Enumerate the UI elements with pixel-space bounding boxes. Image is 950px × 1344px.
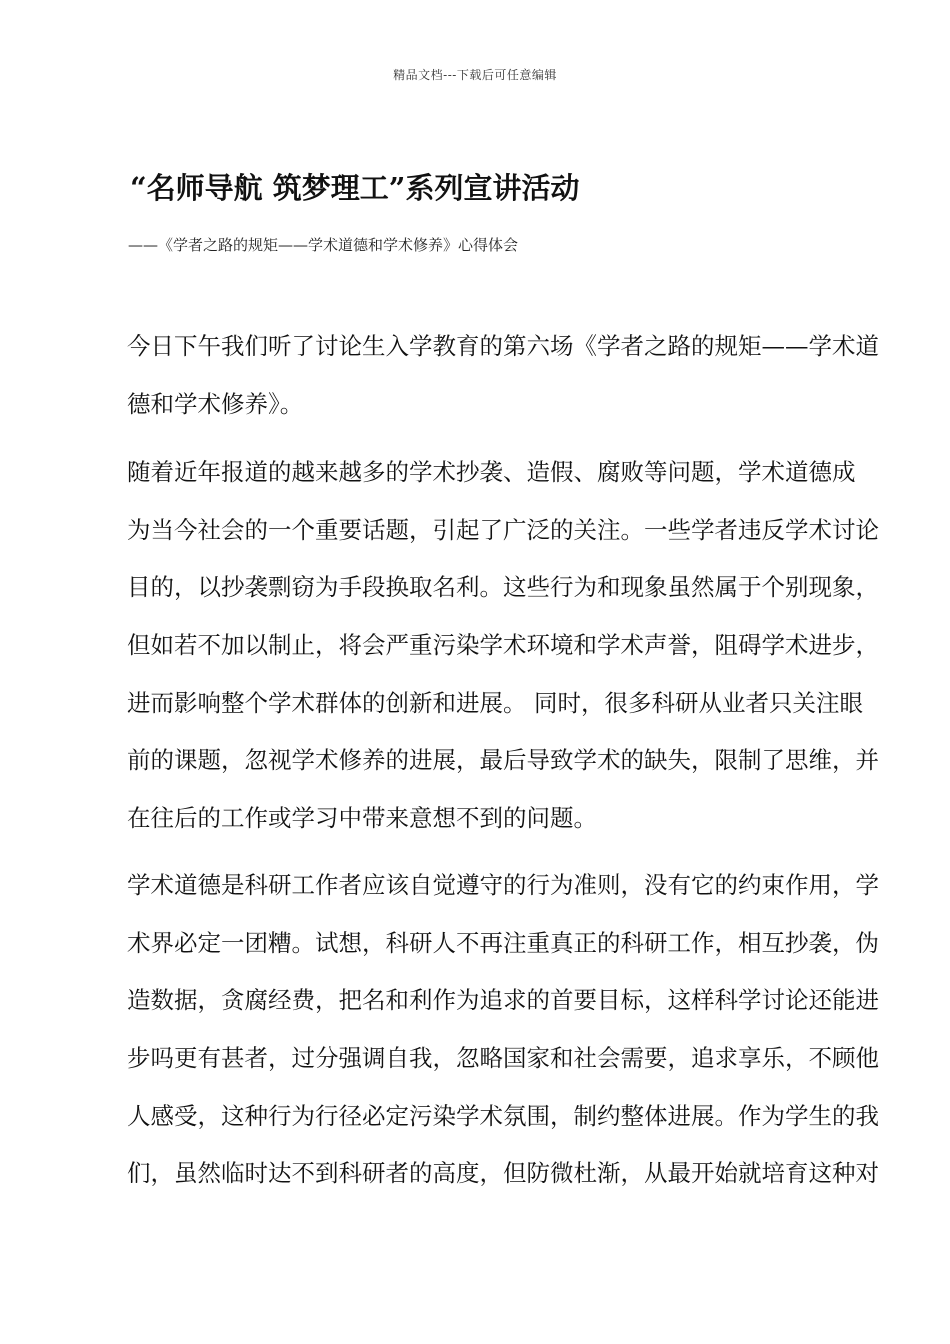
text-line: 为当今社会的一个重要话题，引起了广泛的关注。一些学者违反学术讨论 <box>127 515 879 544</box>
text-line: 但如若不加以制止，将会严重污染学术环境和学术声誉，阻碍学术进步， <box>127 631 879 660</box>
text-line: 进而影响整个学术群体的创新和进展。 同时，很多科研从业者只关注眼 <box>127 688 863 717</box>
document-subtitle: ——《学者之路的规矩——学术道德和学术修养》心得体会 <box>128 236 519 254</box>
document-title: “名师导航 筑梦理工”系列宣讲活动 <box>130 171 580 205</box>
paragraph-2 <box>127 444 879 848</box>
text-line: 目的，以抄袭剽窃为手段换取名利。这些行为和现象虽然属于个别现象， <box>127 573 879 602</box>
page-header-note: 精品文档---下载后可任意编辑 <box>393 68 557 82</box>
text-line: 在往后的工作或学习中带来意想不到的问题。 <box>127 804 597 833</box>
text-line: 步吗更有甚者，过分强调自我，忽略国家和社会需要，追求享乐，不顾他 <box>127 1044 879 1073</box>
text-line: 学术道德是科研工作者应该自觉遵守的行为准则，没有它的约束作用，学 <box>127 871 879 899</box>
text-line: 前的课题，忽视学术修养的进展，最后导致学术的缺失，限制了思维，并 <box>127 746 879 775</box>
text-line: 人感受，这种行为行径必定污染学术氛围，制约整体进展。作为学生的我 <box>127 1101 879 1130</box>
text-line: 们，虽然临时达不到科研者的高度，但防微杜渐，从最开始就培育这种对 <box>127 1159 879 1188</box>
text-line: 德和学术修养》。 <box>127 389 304 418</box>
paragraph-3 <box>127 857 879 1203</box>
text-line: 术界必定一团糟。试想，科研人不再注重真正的科研工作，相互抄袭，伪 <box>127 928 879 957</box>
text-line: 随着近年报道的越来越多的学术抄袭、造假、腐败等问题，学术道德成 <box>127 458 856 486</box>
paragraph-1 <box>127 318 879 433</box>
text-line: 今日下午我们听了讨论生入学教育的第六场《学者之路的规矩——学术道 <box>127 332 879 360</box>
text-line: 造数据，贪腐经费，把名和利作为追求的首要目标，这样科学讨论还能进 <box>127 986 879 1015</box>
